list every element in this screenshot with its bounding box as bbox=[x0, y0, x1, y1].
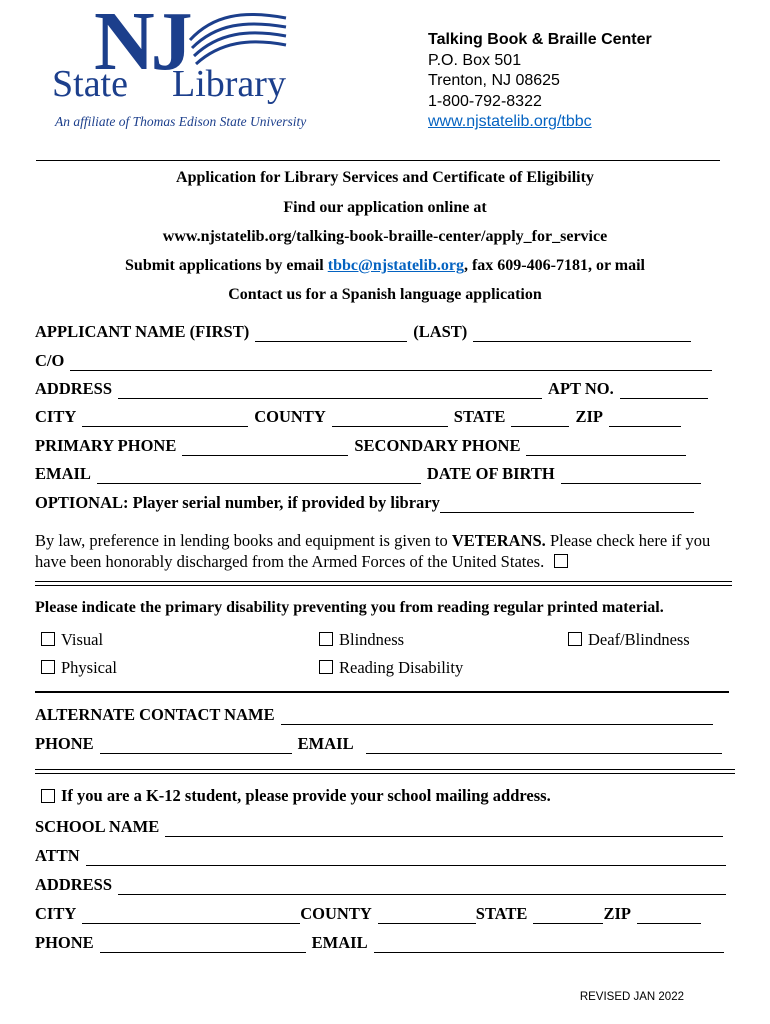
reading-disability-label: Reading Disability bbox=[339, 658, 464, 677]
school-county-label: COUNTY bbox=[300, 904, 372, 923]
find-online: Find our application online at bbox=[283, 199, 487, 216]
alt-name-field[interactable] bbox=[281, 710, 713, 725]
primary-phone-label: PRIMARY PHONE bbox=[35, 436, 177, 455]
physical-label: Physical bbox=[61, 658, 117, 677]
school-state-label: STATE bbox=[475, 904, 528, 923]
apply-url: www.njstatelib.org/talking-book-braille-center/apply_for_service bbox=[162, 228, 608, 245]
school-phone-row bbox=[35, 933, 730, 953]
school-state-field[interactable] bbox=[533, 909, 603, 924]
school-city-field[interactable] bbox=[82, 909, 300, 924]
veterans-text1: By law, preference in lending books and equipment is given to bbox=[35, 531, 452, 550]
alt-email-label: EMAIL bbox=[297, 734, 354, 753]
alt-phone-label: PHONE bbox=[35, 734, 94, 753]
revised-date: REVISED JAN 2022 bbox=[579, 991, 684, 1003]
school-address-field[interactable] bbox=[118, 880, 726, 895]
veterans-paragraph bbox=[35, 530, 735, 572]
option-reading-disability[interactable] bbox=[319, 658, 463, 678]
school-phone-label: PHONE bbox=[35, 933, 94, 952]
logo-nj: NJ bbox=[94, 0, 189, 88]
dob-label: DATE OF BIRTH bbox=[426, 464, 555, 483]
zip-field[interactable] bbox=[609, 412, 681, 427]
school-phone-field[interactable] bbox=[100, 938, 306, 953]
attn-row bbox=[35, 846, 732, 866]
school-city-row bbox=[35, 904, 707, 924]
disability-heading: Please indicate the primary disability preventing you from reading regular printed material. bbox=[35, 599, 664, 616]
spanish-note: Contact us for a Spanish language application bbox=[228, 286, 542, 303]
applicant-name-row bbox=[35, 322, 725, 342]
email-field[interactable] bbox=[97, 469, 421, 484]
alt-name-row bbox=[35, 705, 719, 725]
secondary-phone-field[interactable] bbox=[526, 441, 686, 456]
header-divider bbox=[36, 160, 720, 161]
school-zip-field[interactable] bbox=[637, 909, 701, 924]
email-label: EMAIL bbox=[35, 464, 91, 483]
state-field[interactable] bbox=[511, 412, 569, 427]
alt-phone-row bbox=[35, 734, 728, 754]
veteran-checkbox[interactable] bbox=[554, 554, 568, 568]
co-row bbox=[35, 351, 718, 371]
secondary-phone-label: SECONDARY PHONE bbox=[354, 436, 521, 455]
logo-waves-icon bbox=[188, 10, 288, 70]
contact-city: Trenton, NJ 08625 bbox=[428, 72, 560, 90]
apt-field[interactable] bbox=[620, 384, 708, 399]
contact-phone: 1-800-792-8322 bbox=[428, 92, 542, 110]
address-field[interactable] bbox=[118, 384, 542, 399]
blindness-checkbox[interactable] bbox=[319, 632, 333, 646]
contact-org: Talking Book & Braille Center bbox=[428, 31, 652, 48]
veterans-bold: VETERANS. bbox=[451, 531, 546, 550]
submit-prefix: Submit applications by email bbox=[125, 257, 328, 274]
form-title: Application for Library Services and Certificate of Eligibility bbox=[176, 169, 594, 186]
address-row bbox=[35, 379, 714, 399]
section-divider-1 bbox=[35, 581, 732, 586]
player-serial-field[interactable] bbox=[440, 498, 694, 513]
school-address-label: ADDRESS bbox=[35, 875, 113, 894]
co-field[interactable] bbox=[70, 356, 712, 371]
city-row bbox=[35, 407, 687, 427]
school-email-label: EMAIL bbox=[311, 933, 368, 952]
contact-block bbox=[428, 30, 652, 133]
school-name-row bbox=[35, 817, 729, 837]
school-heading: If you are a K-12 student, please provide your school mailing address. bbox=[61, 786, 551, 805]
blindness-label: Blindness bbox=[339, 630, 405, 649]
county-field[interactable] bbox=[332, 412, 448, 427]
optional-row bbox=[35, 493, 700, 513]
alt-phone-field[interactable] bbox=[100, 739, 292, 754]
apt-label: APT NO. bbox=[548, 379, 614, 398]
veterans-text2: Please check here if you have been honorably discharged from the Armed Forces of the United States. bbox=[35, 531, 711, 571]
school-city-label: CITY bbox=[35, 904, 77, 923]
school-heading-row bbox=[41, 786, 551, 806]
option-physical[interactable] bbox=[41, 658, 117, 678]
deaf-blindness-label: Deaf/Blindness bbox=[588, 630, 690, 649]
visual-label: Visual bbox=[61, 630, 104, 649]
reading-disability-checkbox[interactable] bbox=[319, 660, 333, 674]
option-visual[interactable] bbox=[41, 630, 103, 650]
alt-email-field[interactable] bbox=[366, 739, 722, 754]
email-row bbox=[35, 464, 707, 484]
county-label: COUNTY bbox=[254, 407, 326, 426]
k12-checkbox[interactable] bbox=[41, 789, 55, 803]
alt-name-label: ALTERNATE CONTACT NAME bbox=[35, 705, 275, 724]
visual-checkbox[interactable] bbox=[41, 632, 55, 646]
applicant-first-label: APPLICANT NAME (FIRST) bbox=[35, 322, 250, 341]
section-divider-3 bbox=[35, 769, 735, 774]
city-field[interactable] bbox=[82, 412, 248, 427]
city-label: CITY bbox=[35, 407, 77, 426]
school-zip-label: ZIP bbox=[603, 904, 631, 923]
optional-label: OPTIONAL: Player serial number, if provided by library bbox=[35, 493, 440, 512]
dob-field[interactable] bbox=[561, 469, 701, 484]
zip-label: ZIP bbox=[575, 407, 603, 426]
submit-line bbox=[0, 257, 770, 275]
applicant-last-label: (LAST) bbox=[413, 322, 468, 341]
logo-state: State bbox=[52, 63, 128, 105]
primary-phone-field[interactable] bbox=[182, 441, 348, 456]
submit-suffix: , fax 609-406-7181, or mail bbox=[463, 257, 645, 274]
school-address-row bbox=[35, 875, 732, 895]
co-label: C/O bbox=[35, 351, 65, 370]
option-deaf-blindness[interactable] bbox=[568, 630, 690, 650]
section-divider-2 bbox=[35, 691, 729, 693]
applicant-first-field[interactable] bbox=[255, 327, 407, 342]
school-email-field[interactable] bbox=[374, 938, 724, 953]
physical-checkbox[interactable] bbox=[41, 660, 55, 674]
submit-email-link[interactable]: tbbc@njstatelib.org bbox=[327, 257, 464, 274]
attn-field[interactable] bbox=[86, 851, 726, 866]
address-label: ADDRESS bbox=[35, 379, 113, 398]
phone-row bbox=[35, 436, 686, 456]
deaf-blindness-checkbox[interactable] bbox=[568, 632, 582, 646]
school-name-field[interactable] bbox=[165, 822, 723, 837]
contact-url-link[interactable]: www.njstatelib.org/tbbc bbox=[428, 113, 592, 131]
contact-box: P.O. Box 501 bbox=[428, 51, 522, 69]
state-label: STATE bbox=[453, 407, 506, 426]
school-name-label: SCHOOL NAME bbox=[35, 817, 160, 836]
logo-affiliate: An affiliate of Thomas Edison State University bbox=[55, 114, 307, 129]
option-blindness[interactable] bbox=[319, 630, 404, 650]
attn-label: ATTN bbox=[35, 846, 80, 865]
logo bbox=[0, 0, 320, 140]
school-county-field[interactable] bbox=[378, 909, 476, 924]
applicant-last-field[interactable] bbox=[473, 327, 691, 342]
logo-library: Library bbox=[172, 63, 286, 105]
